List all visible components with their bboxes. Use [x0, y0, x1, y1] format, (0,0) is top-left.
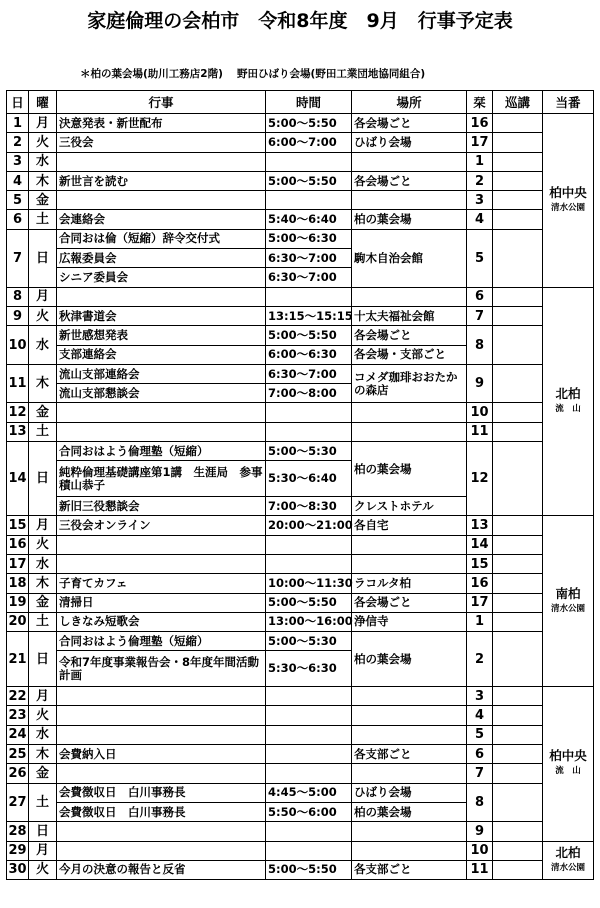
toban-name: 柏中央: [549, 184, 587, 200]
time-cell: [266, 287, 352, 306]
shiori-cell: 4: [467, 706, 493, 725]
time-cell: [266, 191, 352, 210]
dow-cell: 土: [29, 612, 57, 631]
day-cell: 15: [7, 516, 29, 535]
event-cell: [57, 725, 266, 744]
shiori-cell: 17: [467, 133, 493, 152]
junko-cell: [493, 632, 543, 687]
shiori-cell: 14: [467, 535, 493, 554]
table-row: [7, 364, 594, 383]
dow-cell: 月: [29, 516, 57, 535]
event-cell: 秋津書道会: [57, 306, 266, 325]
event-cell: [57, 822, 266, 841]
dow-cell: 日: [29, 632, 57, 687]
place-cell: [352, 725, 467, 744]
day-cell: 4: [7, 171, 29, 190]
toban-cell: [543, 687, 594, 841]
event-cell: シニア委員会: [57, 268, 266, 287]
time-cell: 6:00〜6:30: [266, 345, 352, 364]
shiori-cell: 13: [467, 516, 493, 535]
time-cell: [266, 152, 352, 171]
dow-cell: 月: [29, 287, 57, 306]
dow-cell: 日: [29, 442, 57, 516]
event-cell: [57, 687, 266, 706]
day-cell: 16: [7, 535, 29, 554]
dow-cell: 金: [29, 403, 57, 422]
dow-cell: 金: [29, 593, 57, 612]
time-cell: 5:00〜5:50: [266, 171, 352, 190]
table-row: [7, 422, 594, 441]
junko-cell: [493, 783, 543, 822]
col-header-time: 時間: [266, 91, 352, 114]
junko-cell: [493, 841, 543, 860]
dow-cell: 日: [29, 822, 57, 841]
junko-cell: [493, 687, 543, 706]
junko-cell: [493, 287, 543, 306]
col-header-place: 場所: [352, 91, 467, 114]
table-row: [7, 152, 594, 171]
table-row: [7, 593, 594, 612]
junko-cell: [493, 364, 543, 403]
day-cell: 17: [7, 554, 29, 573]
time-cell: 5:00〜5:50: [266, 860, 352, 879]
dow-cell: 水: [29, 152, 57, 171]
toban-sub: 清水公園: [550, 862, 585, 873]
event-cell: 合同おはよう倫理塾（短縮）: [57, 632, 266, 651]
table-row: [7, 133, 594, 152]
place-cell: [352, 764, 467, 783]
toban-name: 柏中央: [549, 748, 587, 764]
shiori-cell: 10: [467, 403, 493, 422]
page-title: 家庭倫理の会柏市 令和8年度 9月 行事予定表: [87, 10, 513, 32]
event-cell: 純粋倫理基礎講座第1講 生涯局 参事 積山恭子: [57, 461, 266, 497]
shiori-cell: 12: [467, 442, 493, 516]
day-cell: 30: [7, 860, 29, 879]
place-cell: コメダ珈琲おおたかの森店: [352, 364, 467, 403]
table-row: [7, 687, 594, 706]
shiori-cell: 9: [467, 364, 493, 403]
event-cell: [57, 403, 266, 422]
shiori-cell: 2: [467, 632, 493, 687]
place-cell: クレストホテル: [352, 497, 467, 516]
place-cell: 柏の葉会場: [352, 210, 467, 229]
time-cell: 5:00〜5:30: [266, 632, 352, 651]
day-cell: 25: [7, 745, 29, 764]
dow-cell: 木: [29, 574, 57, 593]
junko-cell: [493, 191, 543, 210]
event-cell: [57, 554, 266, 573]
shiori-cell: 11: [467, 860, 493, 879]
time-cell: 6:30〜7:00: [266, 249, 352, 268]
event-cell: 流山支部懇談会: [57, 384, 266, 403]
place-cell: 駒木自治会館: [352, 229, 467, 287]
dow-cell: 火: [29, 706, 57, 725]
junko-cell: [493, 612, 543, 631]
time-cell: [266, 422, 352, 441]
time-cell: 7:00〜8:30: [266, 497, 352, 516]
time-cell: 5:00〜5:50: [266, 326, 352, 345]
event-cell: 会費納入日: [57, 745, 266, 764]
event-cell: 令和7年度事業報告会・8年度年間活動計画: [57, 651, 266, 687]
shiori-cell: 6: [467, 745, 493, 764]
time-cell: [266, 764, 352, 783]
place-cell: [352, 687, 467, 706]
place-cell: [352, 554, 467, 573]
venue-note: ＊柏の葉会場(助川工務店2階) 野田ひばり会場(野田工業団地協同組合): [80, 68, 426, 80]
table-row: [7, 191, 594, 210]
junko-cell: [493, 133, 543, 152]
dow-cell: 日: [29, 229, 57, 287]
shiori-cell: 16: [467, 114, 493, 133]
day-cell: 10: [7, 326, 29, 365]
time-cell: [266, 554, 352, 573]
shiori-cell: 5: [467, 725, 493, 744]
shiori-cell: 8: [467, 783, 493, 822]
day-cell: 8: [7, 287, 29, 306]
table-row: [7, 229, 594, 248]
junko-cell: [493, 114, 543, 133]
place-cell: 柏の葉会場: [352, 632, 467, 687]
dow-cell: 火: [29, 306, 57, 325]
junko-cell: [493, 516, 543, 535]
shiori-cell: 4: [467, 210, 493, 229]
junko-cell: [493, 574, 543, 593]
time-cell: 5:30〜6:40: [266, 461, 352, 497]
event-cell: [57, 535, 266, 554]
table-row: [7, 403, 594, 422]
place-cell: 各支部ごと: [352, 745, 467, 764]
shiori-cell: 9: [467, 822, 493, 841]
table-row: [7, 210, 594, 229]
toban-cell: [543, 516, 594, 687]
table-row: [7, 725, 594, 744]
place-cell: 各会場ごと: [352, 326, 467, 345]
day-cell: 11: [7, 364, 29, 403]
table-row: [7, 287, 594, 306]
col-header-toban: 当番: [543, 91, 594, 114]
toban-sub: 流 山: [555, 766, 581, 777]
toban-sub: 流 山: [555, 404, 581, 414]
shiori-cell: 6: [467, 287, 493, 306]
dow-cell: 土: [29, 422, 57, 441]
day-cell: 3: [7, 152, 29, 171]
place-cell: 各支部ごと: [352, 860, 467, 879]
shiori-cell: 8: [467, 326, 493, 365]
place-cell: [352, 822, 467, 841]
place-cell: 各会場・支部ごと: [352, 345, 467, 364]
time-cell: 6:30〜7:00: [266, 364, 352, 383]
time-cell: [266, 841, 352, 860]
event-cell: [57, 764, 266, 783]
dow-cell: 月: [29, 841, 57, 860]
shiori-cell: 3: [467, 191, 493, 210]
junko-cell: [493, 593, 543, 612]
place-cell: [352, 152, 467, 171]
table-row: [7, 822, 594, 841]
place-cell: [352, 706, 467, 725]
place-cell: 各会場ごと: [352, 171, 467, 190]
dow-cell: 土: [29, 210, 57, 229]
time-cell: 5:00〜5:50: [266, 114, 352, 133]
shiori-cell: 2: [467, 171, 493, 190]
col-header-day: 日: [7, 91, 29, 114]
time-cell: 7:00〜8:00: [266, 384, 352, 403]
table-row: [7, 706, 594, 725]
event-cell: [57, 841, 266, 860]
place-cell: [352, 287, 467, 306]
time-cell: 5:00〜6:30: [266, 229, 352, 248]
time-cell: [266, 822, 352, 841]
col-header-mon: 栞: [467, 91, 493, 114]
toban-cell: [543, 287, 594, 516]
dow-cell: 木: [29, 171, 57, 190]
table-row: [7, 516, 594, 535]
place-cell: ひばり会場: [352, 133, 467, 152]
place-cell: [352, 403, 467, 422]
dow-cell: 火: [29, 535, 57, 554]
junko-cell: [493, 152, 543, 171]
table-row: [7, 783, 594, 802]
table-row: [7, 326, 594, 345]
col-header-event: 行事: [57, 91, 266, 114]
junko-cell: [493, 210, 543, 229]
event-cell: [57, 287, 266, 306]
toban-name: 北柏: [555, 386, 581, 401]
event-cell: しきなみ短歌会: [57, 612, 266, 631]
time-cell: [266, 706, 352, 725]
table-row: [7, 171, 594, 190]
table-row: [7, 574, 594, 593]
time-cell: [266, 745, 352, 764]
shiori-cell: 11: [467, 422, 493, 441]
event-cell: 流山支部連絡会: [57, 364, 266, 383]
dow-cell: 金: [29, 191, 57, 210]
place-cell: 浄信寺: [352, 612, 467, 631]
junko-cell: [493, 229, 543, 287]
col-header-dow: 曜: [29, 91, 57, 114]
junko-cell: [493, 306, 543, 325]
event-cell: 子育てカフェ: [57, 574, 266, 593]
day-cell: 18: [7, 574, 29, 593]
place-cell: [352, 191, 467, 210]
day-cell: 29: [7, 841, 29, 860]
shiori-cell: 7: [467, 764, 493, 783]
shiori-cell: 10: [467, 841, 493, 860]
day-cell: 6: [7, 210, 29, 229]
event-cell: 会費徴収日 白川事務長: [57, 802, 266, 821]
dow-cell: 土: [29, 783, 57, 822]
junko-cell: [493, 422, 543, 441]
day-cell: 7: [7, 229, 29, 287]
shiori-cell: 5: [467, 229, 493, 287]
table-row: [7, 745, 594, 764]
place-cell: [352, 422, 467, 441]
shiori-cell: 7: [467, 306, 493, 325]
time-cell: 5:30〜6:30: [266, 651, 352, 687]
dow-cell: 火: [29, 133, 57, 152]
table-row: [7, 632, 594, 651]
day-cell: 21: [7, 632, 29, 687]
toban-sub: 清水公園: [550, 202, 585, 213]
place-cell: 各会場ごと: [352, 593, 467, 612]
toban-cell: [543, 114, 594, 288]
event-cell: 今月の決意の報告と反省: [57, 860, 266, 879]
toban-cell: [543, 841, 594, 880]
day-cell: 23: [7, 706, 29, 725]
time-cell: [266, 687, 352, 706]
time-cell: [266, 403, 352, 422]
schedule-table: [6, 90, 594, 880]
event-cell: 三役会: [57, 133, 266, 152]
day-cell: 2: [7, 133, 29, 152]
event-cell: 新世言を読む: [57, 171, 266, 190]
time-cell: [266, 725, 352, 744]
shiori-cell: 1: [467, 612, 493, 631]
time-cell: 6:00〜7:00: [266, 133, 352, 152]
day-cell: 5: [7, 191, 29, 210]
place-cell: 十太夫福祉会館: [352, 306, 467, 325]
shiori-cell: 3: [467, 687, 493, 706]
place-cell: 各自宅: [352, 516, 467, 535]
time-cell: 20:00〜21:00: [266, 516, 352, 535]
table-row: [7, 306, 594, 325]
dow-cell: 月: [29, 114, 57, 133]
day-cell: 1: [7, 114, 29, 133]
dow-cell: 水: [29, 554, 57, 573]
shiori-cell: 15: [467, 554, 493, 573]
table-row: [7, 442, 594, 461]
time-cell: 4:45〜5:00: [266, 783, 352, 802]
junko-cell: [493, 860, 543, 879]
day-cell: 20: [7, 612, 29, 631]
place-cell: [352, 535, 467, 554]
event-cell: 会費徴収日 白川事務長: [57, 783, 266, 802]
time-cell: 13:15〜15:15: [266, 306, 352, 325]
dow-cell: 木: [29, 364, 57, 403]
table-row: [7, 535, 594, 554]
junko-cell: [493, 745, 543, 764]
event-cell: [57, 706, 266, 725]
place-cell: ラコルタ柏: [352, 574, 467, 593]
time-cell: 13:00〜16:00: [266, 612, 352, 631]
junko-cell: [493, 706, 543, 725]
time-cell: 5:00〜5:30: [266, 442, 352, 461]
time-cell: 5:40〜6:40: [266, 210, 352, 229]
junko-cell: [493, 822, 543, 841]
junko-cell: [493, 764, 543, 783]
junko-cell: [493, 554, 543, 573]
junko-cell: [493, 171, 543, 190]
day-cell: 19: [7, 593, 29, 612]
day-cell: 24: [7, 725, 29, 744]
table-row: [7, 612, 594, 631]
time-cell: 10:00〜11:30: [266, 574, 352, 593]
time-cell: 5:00〜5:50: [266, 593, 352, 612]
event-cell: 会連絡会: [57, 210, 266, 229]
time-cell: 6:30〜7:00: [266, 268, 352, 287]
event-cell: [57, 422, 266, 441]
day-cell: 22: [7, 687, 29, 706]
header-row: [7, 91, 594, 114]
place-cell: 各会場ごと: [352, 114, 467, 133]
toban-name: 南柏: [555, 585, 581, 601]
event-cell: [57, 152, 266, 171]
junko-cell: [493, 725, 543, 744]
junko-cell: [493, 535, 543, 554]
shiori-cell: 16: [467, 574, 493, 593]
event-cell: 広報委員会: [57, 249, 266, 268]
shiori-cell: 1: [467, 152, 493, 171]
toban-sub: 清水公園: [550, 603, 585, 614]
place-cell: [352, 841, 467, 860]
event-cell: 合同おは倫（短縮）辞令交付式: [57, 229, 266, 248]
table-row: [7, 764, 594, 783]
dow-cell: 水: [29, 725, 57, 744]
junko-cell: [493, 403, 543, 422]
event-cell: [57, 191, 266, 210]
toban-name: 北柏: [555, 844, 581, 860]
place-cell: 柏の葉会場: [352, 442, 467, 497]
col-header-junko: 巡講: [493, 91, 543, 114]
shiori-cell: 17: [467, 593, 493, 612]
event-cell: 決意発表・新世配布: [57, 114, 266, 133]
dow-cell: 月: [29, 687, 57, 706]
day-cell: 13: [7, 422, 29, 441]
junko-cell: [493, 442, 543, 516]
day-cell: 12: [7, 403, 29, 422]
event-cell: 三役会オンライン: [57, 516, 266, 535]
time-cell: [266, 535, 352, 554]
day-cell: 27: [7, 783, 29, 822]
event-cell: 合同おはよう倫理塾（短縮）: [57, 442, 266, 461]
event-cell: 新旧三役懇談会: [57, 497, 266, 516]
event-cell: 支部連絡会: [57, 345, 266, 364]
day-cell: 26: [7, 764, 29, 783]
dow-cell: 木: [29, 745, 57, 764]
table-row: [7, 554, 594, 573]
day-cell: 14: [7, 442, 29, 516]
day-cell: 9: [7, 306, 29, 325]
event-cell: 清掃日: [57, 593, 266, 612]
dow-cell: 水: [29, 326, 57, 365]
table-row: [7, 860, 594, 879]
place-cell: 柏の葉会場: [352, 802, 467, 821]
dow-cell: 金: [29, 764, 57, 783]
time-cell: 5:50〜6:00: [266, 802, 352, 821]
place-cell: ひばり会場: [352, 783, 467, 802]
event-cell: 新世感想発表: [57, 326, 266, 345]
table-row: [7, 114, 594, 133]
day-cell: 28: [7, 822, 29, 841]
dow-cell: 火: [29, 860, 57, 879]
table-row: [7, 841, 594, 860]
junko-cell: [493, 326, 543, 365]
